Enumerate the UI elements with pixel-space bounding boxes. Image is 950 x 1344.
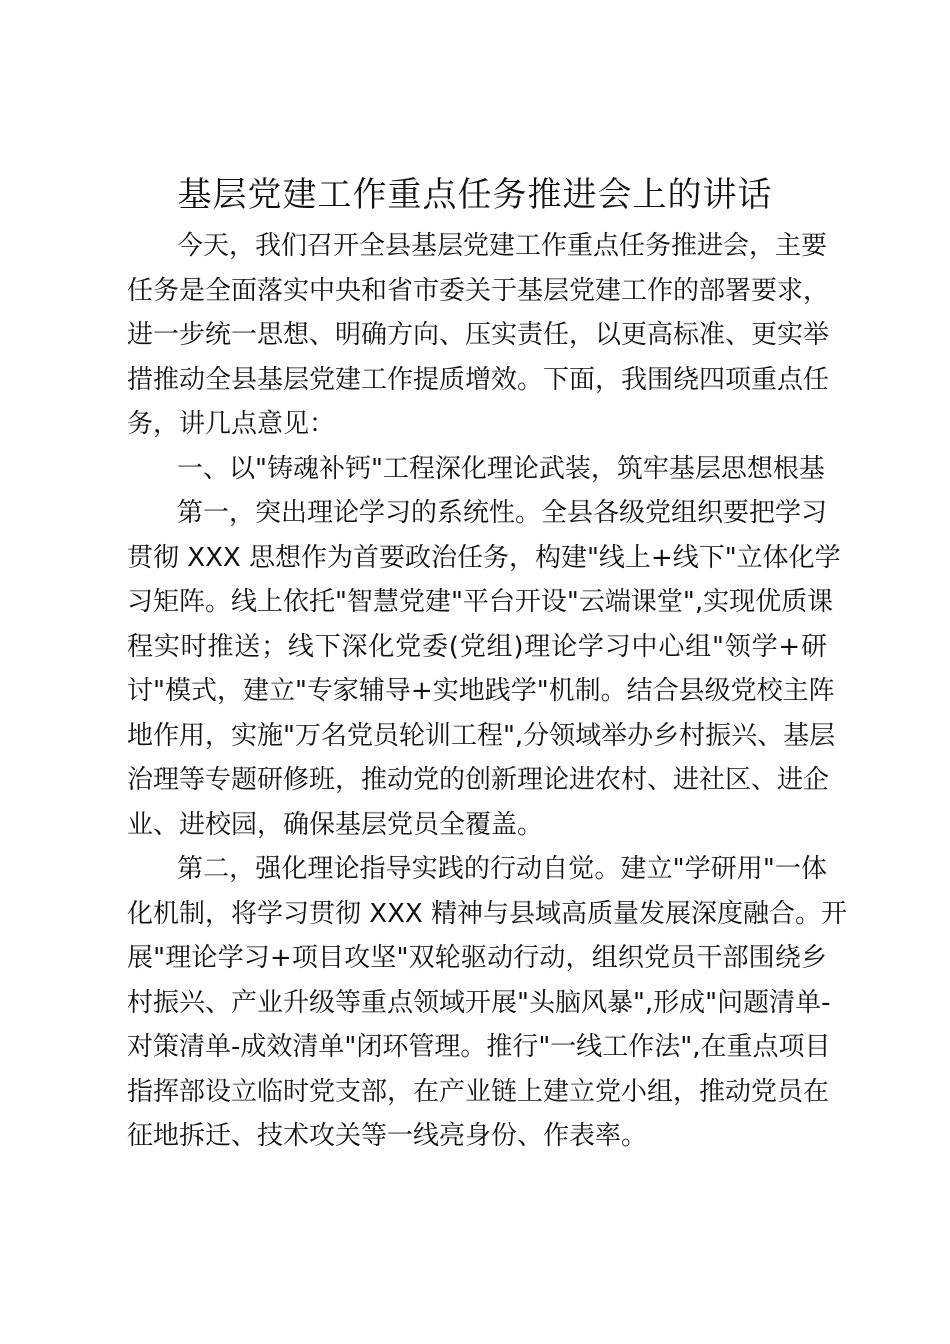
body-line-3: 进一步统一思想、明确方向、压实责任，以更高标准、更实举 bbox=[127, 320, 830, 350]
body-line-17: 展"理论学习+项目攻坚"双轮驱动行动，组织党员干部围绕乡 bbox=[127, 943, 827, 973]
body-line-4: 措推动全县基层党建工作提质增效。下面，我围绕四项重点任 bbox=[127, 364, 830, 395]
body-line-20: 指挥部设立临时党支部，在产业链上建立党小组，推动党员在 bbox=[127, 1076, 830, 1107]
body-line-10: 程实时推送；线下深化党委(党组)理论学习中心组"领学+研 bbox=[127, 631, 827, 662]
body-line-19: 对策清单-成效清单"闭环管理。推行"一线工作法",在重点项目 bbox=[127, 1032, 831, 1062]
body-line-2: 任务是全面落实中央和省市委关于基层党建工作的部署要求， bbox=[127, 275, 830, 306]
body-line-16: 化机制，将学习贯彻 XXX 精神与县域高质量发展深度融合。开 bbox=[127, 898, 847, 929]
document-body bbox=[127, 224, 847, 1159]
body-line-14: 业、进校园，确保基层党员全覆盖。 bbox=[127, 809, 544, 840]
body-line-8: 贯彻 XXX 思想作为首要政治任务，构建"线上+线下"立体化学 bbox=[127, 542, 841, 573]
body-line-12: 地作用，实施"万名党员轮训工程",分领域举办乡村振兴、基层 bbox=[127, 720, 836, 751]
document-title: 基层党建工作重点任务推进会上的讲话 bbox=[177, 175, 773, 215]
body-line-9: 习矩阵。线上依托"智慧党建"平台开设"云端课堂",实现优质课 bbox=[127, 587, 834, 617]
body-line-18: 村振兴、产业升级等重点领域开展"头脑风暴",形成"问题清单- bbox=[127, 987, 831, 1018]
section-heading-1: 一、以"铸魂补钙"工程深化理论武装，筑牢基层思想根基 bbox=[177, 453, 825, 484]
body-line-7: 第一，突出理论学习的系统性。全县各级党组织要把学习 bbox=[177, 498, 828, 528]
body-line-15: 第二，强化理论指导实践的行动自觉。建立"学研用"一体 bbox=[177, 854, 827, 884]
body-line-5: 务，讲几点意见： bbox=[127, 409, 336, 439]
body-line-21: 征地拆迁、技术攻关等一线亮身份、作表率。 bbox=[127, 1121, 648, 1151]
body-line-11: 讨"模式，建立"专家辅导+实地践学"机制。结合县级党校主阵 bbox=[127, 676, 835, 706]
body-line-13: 治理等专题研修班，推动党的创新理论进农村、进社区、进企 bbox=[127, 765, 830, 795]
body-line-1: 今天，我们召开全县基层党建工作重点任务推进会，主要 bbox=[177, 231, 828, 261]
